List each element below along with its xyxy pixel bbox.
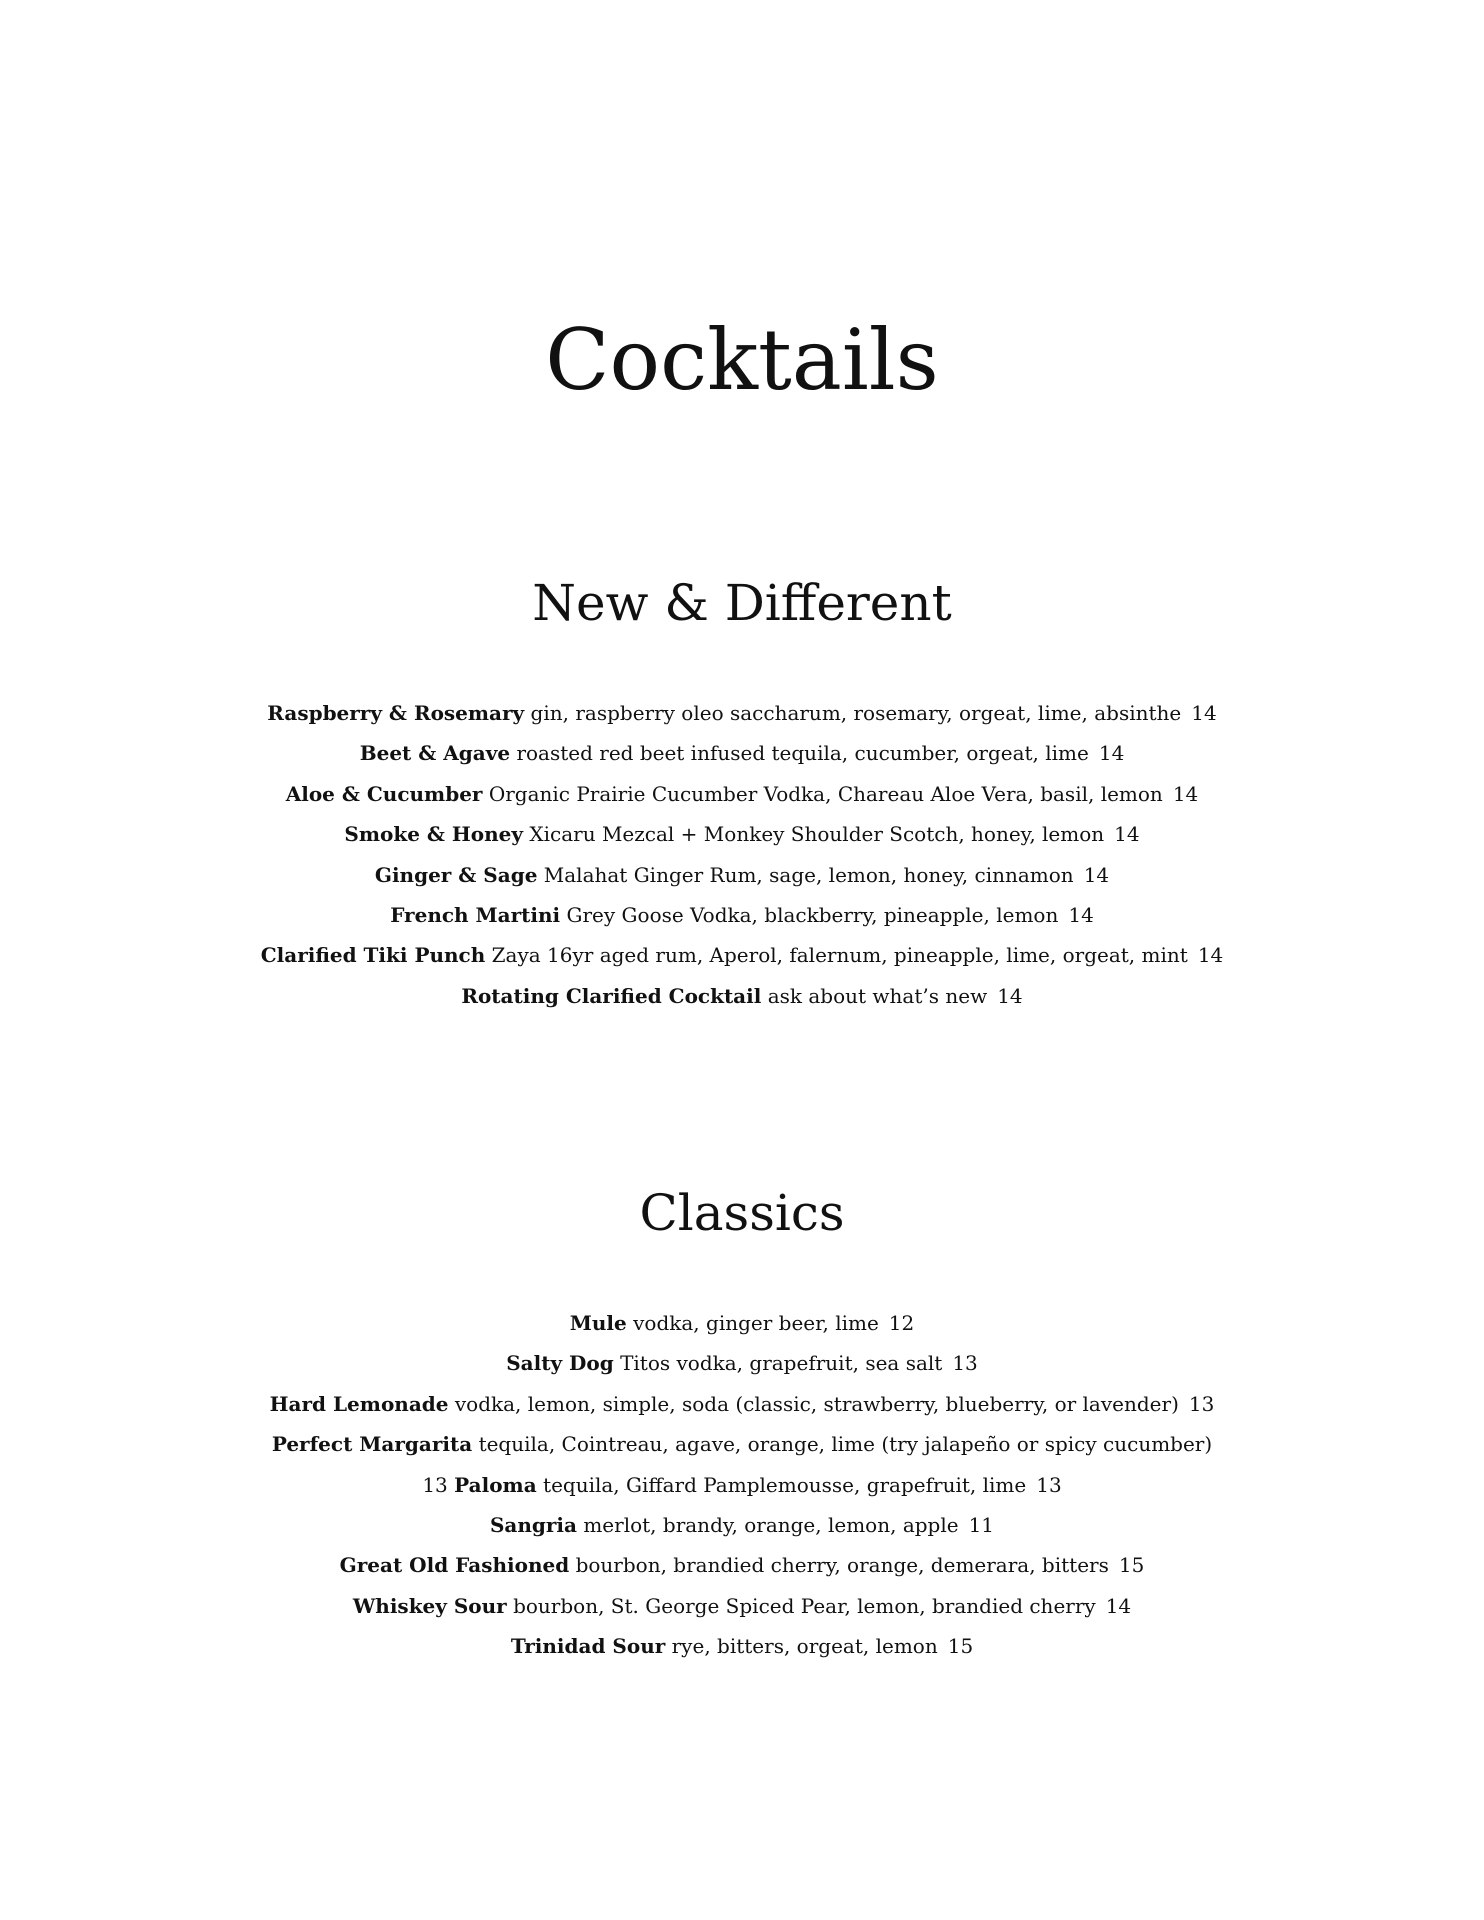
menu-item-price: 14	[1068, 903, 1094, 928]
menu-item-name: Paloma	[454, 1472, 537, 1497]
new-and-different-list	[200, 693, 1284, 1016]
menu-item-carryover-price: 13	[422, 1472, 448, 1497]
menu-item-price: 14	[1114, 822, 1140, 847]
classics-list	[200, 1303, 1284, 1667]
menu-item-description: gin, raspberry oleo saccharum, rosemary, orgeat, lime, absinthe	[530, 701, 1182, 725]
menu-item-price: 14	[1105, 1593, 1132, 1618]
menu-item-name: Ginger & Sage	[374, 862, 538, 887]
menu-item-description: Titos vodka, grapefruit, sea salt	[620, 1351, 943, 1376]
menu-item-description: bourbon, brandied cherry, orange, demerara, bitters	[575, 1553, 1109, 1578]
menu-item	[200, 1303, 1284, 1343]
menu-item-description: roasted red beet infused tequila, cucumber, orgeat, lime	[516, 741, 1089, 766]
menu-item-description: tequila, Cointreau, agave, orange, lime (try jalapeño or spicy cucumber)	[478, 1432, 1213, 1457]
section-heading-new-and-different: New & Different	[532, 574, 952, 632]
menu-item-name: Rotating Clarified Cocktail	[461, 983, 762, 1008]
menu-item-name: Raspberry & Rosemary	[267, 701, 525, 725]
menu-item-name: Whiskey Sour	[352, 1593, 507, 1618]
menu-item-price: 14	[1083, 862, 1110, 887]
menu-item-price: 13	[952, 1351, 978, 1376]
menu-item-name: French Martini	[390, 903, 561, 928]
menu-item-price: 14	[1191, 701, 1217, 725]
menu-item-name: Aloe & Cucumber	[285, 781, 483, 806]
menu-item-description: merlot, brandy, orange, lemon, apple	[583, 1513, 959, 1538]
menu-item-name: Sangria	[489, 1513, 577, 1538]
menu-item-price: 11	[968, 1513, 995, 1538]
menu-item-description: Organic Prairie Cucumber Vodka, Chareau Aloe Vera, basil, lemon	[488, 781, 1163, 806]
menu-item	[200, 935, 1284, 975]
menu-item-price: 13	[1188, 1391, 1215, 1416]
menu-item	[200, 1505, 1284, 1545]
menu-item-name: Smoke & Honey	[344, 822, 524, 847]
menu-item	[200, 976, 1284, 1016]
menu-item	[200, 1343, 1284, 1383]
menu-item-name: Trinidad Sour	[510, 1634, 666, 1659]
menu-item-price: 14	[997, 983, 1023, 1008]
menu-item	[200, 1586, 1284, 1626]
menu-item-description: vodka, lemon, simple, soda (classic, strawberry, blueberry, or lavender)	[454, 1391, 1179, 1416]
menu-item-description: vodka, ginger beer, lime	[633, 1311, 879, 1335]
menu-item	[200, 1545, 1284, 1585]
menu-item-price: 12	[888, 1311, 915, 1335]
menu-item-description: Zaya 16yr aged rum, Aperol, falernum, pineapple, lime, orgeat, mint	[491, 943, 1188, 968]
menu-item	[200, 814, 1284, 854]
menu-item-name: Hard Lemonade	[269, 1391, 449, 1416]
menu-item	[200, 693, 1284, 733]
menu-item-price: 13	[1036, 1472, 1062, 1497]
menu-item-name: Salty Dog	[506, 1351, 614, 1376]
menu-item-description: ask about what’s new	[767, 983, 988, 1008]
menu-item-description: bourbon, St. George Spiced Pear, lemon, brandied cherry	[513, 1593, 1096, 1618]
menu-item-description: rye, bitters, orgeat, lemon	[671, 1634, 938, 1659]
menu-item	[200, 774, 1284, 814]
menu-item-price: 14	[1098, 741, 1125, 766]
menu-item-description: Xicaru Mezcal + Monkey Shoulder Scotch, honey, lemon	[529, 822, 1105, 847]
menu-item-name: Perfect Margarita	[271, 1432, 473, 1457]
menu-item	[200, 1424, 1284, 1464]
menu-item	[200, 733, 1284, 773]
menu-item-price: 15	[947, 1634, 974, 1659]
menu-item-name: Great Old Fashioned	[339, 1553, 570, 1578]
menu-item-price: 14	[1172, 781, 1199, 806]
menu-item-price: 14	[1197, 943, 1224, 968]
menu-item-description: tequila, Giffard Pamplemousse, grapefruit, lime	[543, 1472, 1027, 1497]
menu-item	[200, 1465, 1284, 1505]
menu-item	[200, 1384, 1284, 1424]
menu-item-description: Malahat Ginger Rum, sage, lemon, honey, cinnamon	[543, 862, 1074, 887]
menu-item-description: Grey Goose Vodka, blackberry, pineapple, lemon	[566, 903, 1059, 928]
menu-item-name: Beet & Agave	[359, 741, 511, 766]
menu-item-name: Clarified Tiki Punch	[260, 943, 486, 968]
section-heading-classics: Classics	[639, 1184, 845, 1242]
page-title: Cocktails	[545, 311, 939, 409]
menu-item	[200, 1626, 1284, 1666]
menu-item-name: Mule	[569, 1311, 627, 1335]
menu-item	[200, 895, 1284, 935]
menu-item	[200, 855, 1284, 895]
menu-item-price: 15	[1118, 1553, 1145, 1578]
